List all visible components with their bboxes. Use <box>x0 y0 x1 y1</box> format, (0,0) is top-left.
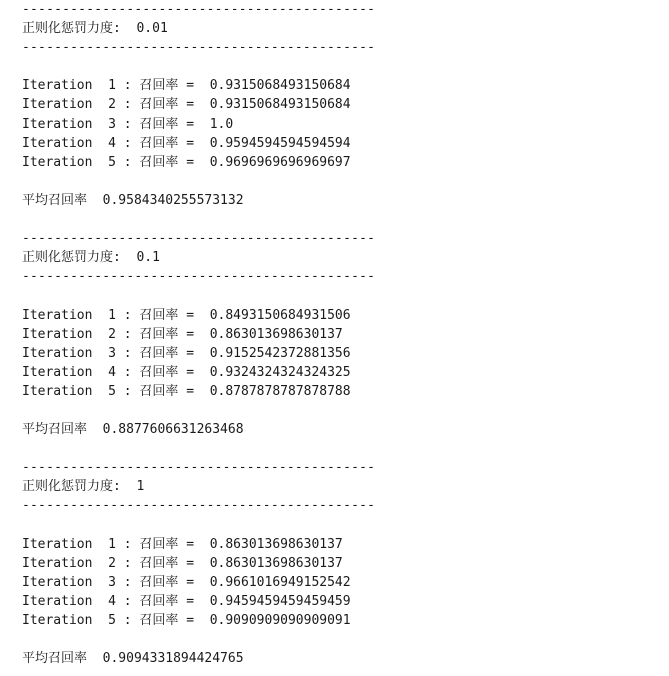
result-block-c-0.01 <box>22 0 662 229</box>
mean-recall-line: 平均召回率 0.9094331894424765 <box>22 651 244 667</box>
blank-line <box>22 439 662 458</box>
separator-line: -------------------------------------------- <box>22 2 376 17</box>
penalty-header: 正则化惩罚力度: 1 <box>22 479 145 495</box>
iteration-line: Iteration 3 : 召回率 = 1.0 <box>22 116 234 132</box>
blank-line <box>22 172 662 191</box>
iteration-line: Iteration 3 : 召回率 = 0.9661016949152542 <box>22 574 351 590</box>
blank-line <box>22 516 662 535</box>
console-output <box>22 0 662 668</box>
penalty-header: 正则化惩罚力度: 0.01 <box>22 21 168 37</box>
separator-line: -------------------------------------------- <box>22 498 376 514</box>
blank-line <box>22 401 662 420</box>
separator-line: -------------------------------------------- <box>22 231 376 247</box>
iteration-line: Iteration 2 : 召回率 = 0.863013698630137 <box>22 555 343 571</box>
blank-line <box>22 57 662 76</box>
iteration-line: Iteration 1 : 召回率 = 0.8493150684931506 <box>22 307 351 323</box>
iteration-line: Iteration 1 : 召回率 = 0.9315068493150684 <box>22 78 351 94</box>
iteration-line: Iteration 4 : 召回率 = 0.9594594594594594 <box>22 135 351 151</box>
iteration-line: Iteration 1 : 召回率 = 0.863013698630137 <box>22 536 343 552</box>
separator-line: -------------------------------------------- <box>22 40 376 56</box>
mean-recall-line: 平均召回率 0.8877606631263468 <box>22 422 244 438</box>
blank-line <box>22 286 662 305</box>
separator-line: -------------------------------------------- <box>22 460 376 476</box>
iteration-line: Iteration 5 : 召回率 = 0.9696969696969697 <box>22 154 351 170</box>
iteration-line: Iteration 2 : 召回率 = 0.863013698630137 <box>22 326 343 342</box>
iteration-line: Iteration 4 : 召回率 = 0.9459459459459459 <box>22 593 351 609</box>
blank-line <box>22 210 662 229</box>
iteration-line: Iteration 5 : 召回率 = 0.9090909090909091 <box>22 613 351 628</box>
result-block-c-1 <box>22 458 662 668</box>
iteration-line: Iteration 3 : 召回率 = 0.9152542372881356 <box>22 345 351 361</box>
mean-recall-line: 平均召回率 0.9584340255573132 <box>22 192 244 208</box>
iteration-line: Iteration 2 : 召回率 = 0.9315068493150684 <box>22 97 351 113</box>
iteration-line: Iteration 4 : 召回率 = 0.9324324324324325 <box>22 364 351 380</box>
penalty-header: 正则化惩罚力度: 0.1 <box>22 250 160 266</box>
separator-line: -------------------------------------------- <box>22 269 376 285</box>
iteration-line: Iteration 5 : 召回率 = 0.8787878787878788 <box>22 383 351 399</box>
result-block-c-0.1 <box>22 229 662 458</box>
blank-line <box>22 630 662 649</box>
